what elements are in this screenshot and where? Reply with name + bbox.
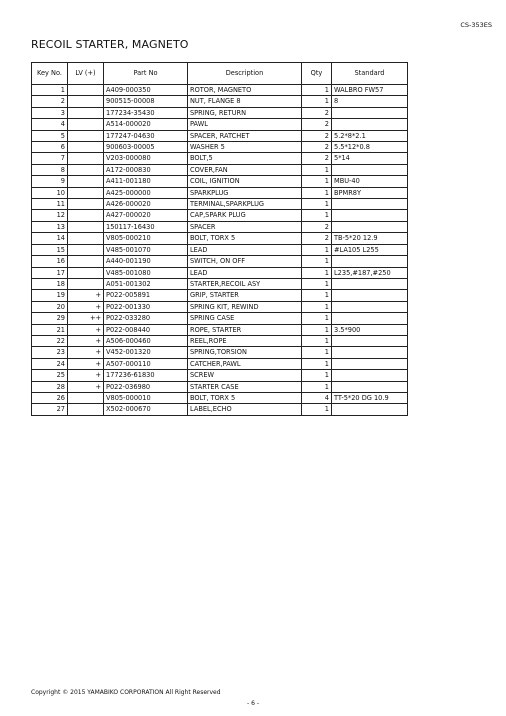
- cell-lv: [68, 199, 104, 210]
- cell-qty: 2: [302, 107, 332, 118]
- table-row: [32, 347, 408, 358]
- section-title: RECOIL STARTER, MAGNETO: [31, 38, 189, 51]
- cell-part-no: V805-000010: [104, 392, 188, 403]
- cell-key-no: 4: [32, 119, 68, 130]
- table-row: [32, 210, 408, 221]
- cell-key-no: 28: [32, 381, 68, 392]
- cell-standard: MBU-40: [332, 176, 408, 187]
- cell-lv: +: [68, 335, 104, 346]
- cell-key-no: 17: [32, 267, 68, 278]
- cell-key-no: 6: [32, 142, 68, 153]
- cell-key-no: 29: [32, 313, 68, 324]
- cell-key-no: 23: [32, 347, 68, 358]
- table-row: [32, 256, 408, 267]
- cell-part-no: 177234-35430: [104, 107, 188, 118]
- cell-part-no: 900515-00008: [104, 96, 188, 107]
- cell-part-no: 900603-00005: [104, 142, 188, 153]
- cell-part-no: A507-000110: [104, 358, 188, 369]
- cell-description: GRIP, STARTER: [188, 290, 302, 301]
- cell-key-no: 7: [32, 153, 68, 164]
- cell-lv: [68, 187, 104, 198]
- cell-standard: L235,#187,#250: [332, 267, 408, 278]
- cell-lv: +: [68, 358, 104, 369]
- cell-key-no: 8: [32, 164, 68, 175]
- parts-table-body: [32, 85, 408, 416]
- table-row: [32, 358, 408, 369]
- cell-standard: 3.5*900: [332, 324, 408, 335]
- cell-lv: [68, 244, 104, 255]
- cell-standard: [332, 381, 408, 392]
- cell-standard: [332, 404, 408, 415]
- column-header-key-no: Key No.: [32, 63, 68, 85]
- copyright-notice: Copyright © 2015 YAMABIKO CORPORATION All Right Reserved: [31, 689, 221, 696]
- cell-key-no: 27: [32, 404, 68, 415]
- cell-key-no: 14: [32, 233, 68, 244]
- cell-key-no: 11: [32, 199, 68, 210]
- cell-qty: 2: [302, 119, 332, 130]
- cell-part-no: A514-000020: [104, 119, 188, 130]
- table-row: [32, 404, 408, 415]
- cell-lv: +: [68, 381, 104, 392]
- cell-lv: [68, 267, 104, 278]
- table-row: [32, 119, 408, 130]
- cell-key-no: 2: [32, 96, 68, 107]
- cell-qty: 1: [302, 85, 332, 96]
- cell-standard: [332, 301, 408, 312]
- table-row: [32, 96, 408, 107]
- column-header-part-no: Part No: [104, 63, 188, 85]
- cell-qty: 1: [302, 301, 332, 312]
- table-row: [32, 153, 408, 164]
- cell-standard: [332, 119, 408, 130]
- cell-description: SWITCH, ON OFF: [188, 256, 302, 267]
- cell-lv: [68, 233, 104, 244]
- cell-lv: [68, 221, 104, 232]
- cell-standard: [332, 370, 408, 381]
- cell-standard: [332, 210, 408, 221]
- cell-qty: 1: [302, 290, 332, 301]
- cell-key-no: 5: [32, 130, 68, 141]
- cell-description: SPRING, RETURN: [188, 107, 302, 118]
- table-row: [32, 381, 408, 392]
- cell-description: STARTER CASE: [188, 381, 302, 392]
- cell-qty: 2: [302, 153, 332, 164]
- cell-part-no: A051-001302: [104, 278, 188, 289]
- cell-qty: 2: [302, 221, 332, 232]
- cell-description: SPACER, RATCHET: [188, 130, 302, 141]
- cell-standard: TB-5*20 12.9: [332, 233, 408, 244]
- column-header-description: Description: [188, 63, 302, 85]
- cell-qty: 1: [302, 244, 332, 255]
- cell-standard: [332, 256, 408, 267]
- cell-qty: 1: [302, 187, 332, 198]
- table-row: [32, 290, 408, 301]
- column-header-qty: Qty: [302, 63, 332, 85]
- cell-description: COIL, IGNITION: [188, 176, 302, 187]
- cell-description: ROTOR, MAGNETO: [188, 85, 302, 96]
- cell-description: SCREW: [188, 370, 302, 381]
- cell-lv: [68, 210, 104, 221]
- cell-description: SPACER: [188, 221, 302, 232]
- cell-key-no: 22: [32, 335, 68, 346]
- table-row: [32, 221, 408, 232]
- cell-key-no: 18: [32, 278, 68, 289]
- cell-qty: 2: [302, 233, 332, 244]
- table-row: [32, 233, 408, 244]
- cell-part-no: A427-000020: [104, 210, 188, 221]
- cell-key-no: 12: [32, 210, 68, 221]
- cell-lv: [68, 392, 104, 403]
- cell-key-no: 3: [32, 107, 68, 118]
- table-row: [32, 199, 408, 210]
- cell-qty: 1: [302, 278, 332, 289]
- cell-part-no: P022-036980: [104, 381, 188, 392]
- cell-description: BOLT,5: [188, 153, 302, 164]
- table-row: [32, 278, 408, 289]
- cell-part-no: P022-005891: [104, 290, 188, 301]
- cell-standard: BPMR8Y: [332, 187, 408, 198]
- cell-key-no: 15: [32, 244, 68, 255]
- cell-qty: 1: [302, 358, 332, 369]
- table-row: [32, 370, 408, 381]
- cell-description: SPRING KIT, REWIND: [188, 301, 302, 312]
- cell-description: CAP,SPARK PLUG: [188, 210, 302, 221]
- cell-description: SPRING,TORSION: [188, 347, 302, 358]
- cell-description: PAWL: [188, 119, 302, 130]
- cell-part-no: P022-033280: [104, 313, 188, 324]
- cell-key-no: 24: [32, 358, 68, 369]
- cell-qty: 1: [302, 324, 332, 335]
- cell-qty: 1: [302, 256, 332, 267]
- cell-key-no: 26: [32, 392, 68, 403]
- cell-lv: [68, 107, 104, 118]
- cell-standard: WALBRO FW57: [332, 85, 408, 96]
- table-row: [32, 244, 408, 255]
- cell-part-no: A172-000830: [104, 164, 188, 175]
- cell-lv: [68, 119, 104, 130]
- cell-qty: 1: [302, 164, 332, 175]
- cell-qty: 1: [302, 347, 332, 358]
- cell-key-no: 16: [32, 256, 68, 267]
- cell-lv: +: [68, 347, 104, 358]
- cell-standard: [332, 347, 408, 358]
- table-header-row: [32, 63, 408, 85]
- cell-qty: 1: [302, 267, 332, 278]
- cell-lv: [68, 142, 104, 153]
- cell-lv: +: [68, 290, 104, 301]
- cell-description: LABEL,ECHO: [188, 404, 302, 415]
- table-row: [32, 324, 408, 335]
- table-row: [32, 313, 408, 324]
- cell-qty: 2: [302, 130, 332, 141]
- document-code: CS-353ES: [460, 21, 492, 29]
- cell-standard: [332, 335, 408, 346]
- cell-standard: [332, 164, 408, 175]
- cell-lv: [68, 404, 104, 415]
- cell-part-no: 177236-61830: [104, 370, 188, 381]
- cell-part-no: V485-001080: [104, 267, 188, 278]
- cell-part-no: X502-000670: [104, 404, 188, 415]
- cell-part-no: V485-001070: [104, 244, 188, 255]
- cell-lv: [68, 153, 104, 164]
- cell-lv: ++: [68, 313, 104, 324]
- cell-description: REEL,ROPE: [188, 335, 302, 346]
- parts-table: [31, 62, 408, 416]
- cell-standard: [332, 313, 408, 324]
- cell-key-no: 10: [32, 187, 68, 198]
- table-row: [32, 187, 408, 198]
- table-row: [32, 301, 408, 312]
- cell-part-no: A411-001180: [104, 176, 188, 187]
- cell-standard: TT-5*20 DG 10.9: [332, 392, 408, 403]
- cell-qty: 1: [302, 199, 332, 210]
- cell-part-no: P022-008440: [104, 324, 188, 335]
- cell-part-no: A409-000350: [104, 85, 188, 96]
- cell-lv: +: [68, 324, 104, 335]
- table-row: [32, 267, 408, 278]
- table-row: [32, 335, 408, 346]
- cell-description: WASHER 5: [188, 142, 302, 153]
- cell-part-no: V203-000080: [104, 153, 188, 164]
- cell-qty: 1: [302, 370, 332, 381]
- cell-description: COVER,FAN: [188, 164, 302, 175]
- cell-standard: [332, 199, 408, 210]
- cell-key-no: 9: [32, 176, 68, 187]
- cell-standard: [332, 221, 408, 232]
- cell-description: CATCHER,PAWL: [188, 358, 302, 369]
- cell-description: STARTER,RECOIL ASY: [188, 278, 302, 289]
- cell-part-no: A425-000000: [104, 187, 188, 198]
- cell-lv: [68, 130, 104, 141]
- cell-lv: [68, 256, 104, 267]
- cell-description: SPARKPLUG: [188, 187, 302, 198]
- cell-key-no: 21: [32, 324, 68, 335]
- cell-lv: [68, 164, 104, 175]
- cell-description: LEAD: [188, 244, 302, 255]
- column-header-lv: LV (+): [68, 63, 104, 85]
- cell-description: LEAD: [188, 267, 302, 278]
- column-header-standard: Standard: [332, 63, 408, 85]
- cell-description: ROPE, STARTER: [188, 324, 302, 335]
- cell-part-no: 150117-16430: [104, 221, 188, 232]
- cell-qty: 1: [302, 404, 332, 415]
- table-row: [32, 85, 408, 96]
- cell-description: NUT, FLANGE 8: [188, 96, 302, 107]
- page-number: - 6 -: [247, 700, 259, 707]
- cell-qty: 1: [302, 381, 332, 392]
- table-row: [32, 392, 408, 403]
- table-row: [32, 142, 408, 153]
- cell-qty: 2: [302, 142, 332, 153]
- cell-key-no: 13: [32, 221, 68, 232]
- cell-qty: 1: [302, 176, 332, 187]
- table-row: [32, 130, 408, 141]
- cell-key-no: 20: [32, 301, 68, 312]
- cell-description: BOLT, TORX 5: [188, 233, 302, 244]
- cell-part-no: A440-001190: [104, 256, 188, 267]
- table-row: [32, 164, 408, 175]
- cell-standard: 8: [332, 96, 408, 107]
- cell-description: BOLT, TORX 5: [188, 392, 302, 403]
- cell-standard: [332, 278, 408, 289]
- table-row: [32, 107, 408, 118]
- cell-qty: 1: [302, 313, 332, 324]
- cell-standard: [332, 290, 408, 301]
- cell-standard: 5.5*12*0.8: [332, 142, 408, 153]
- cell-standard: [332, 107, 408, 118]
- cell-qty: 1: [302, 335, 332, 346]
- cell-qty: 4: [302, 392, 332, 403]
- table-row: [32, 176, 408, 187]
- cell-qty: 1: [302, 210, 332, 221]
- cell-part-no: 177247-04630: [104, 130, 188, 141]
- cell-standard: [332, 358, 408, 369]
- cell-key-no: 25: [32, 370, 68, 381]
- cell-part-no: A426-000020: [104, 199, 188, 210]
- cell-lv: [68, 85, 104, 96]
- cell-standard: #LA105 L255: [332, 244, 408, 255]
- cell-lv: [68, 176, 104, 187]
- cell-key-no: 19: [32, 290, 68, 301]
- cell-part-no: P022-001330: [104, 301, 188, 312]
- cell-lv: [68, 96, 104, 107]
- cell-part-no: V805-000210: [104, 233, 188, 244]
- cell-description: TERMINAL,SPARKPLUG: [188, 199, 302, 210]
- cell-standard: 5.2*8*2.1: [332, 130, 408, 141]
- cell-lv: +: [68, 370, 104, 381]
- cell-standard: 5*14: [332, 153, 408, 164]
- cell-key-no: 1: [32, 85, 68, 96]
- cell-description: SPRING CASE: [188, 313, 302, 324]
- cell-part-no: A506-000460: [104, 335, 188, 346]
- cell-lv: [68, 278, 104, 289]
- cell-part-no: V452-001320: [104, 347, 188, 358]
- cell-qty: 1: [302, 96, 332, 107]
- cell-lv: +: [68, 301, 104, 312]
